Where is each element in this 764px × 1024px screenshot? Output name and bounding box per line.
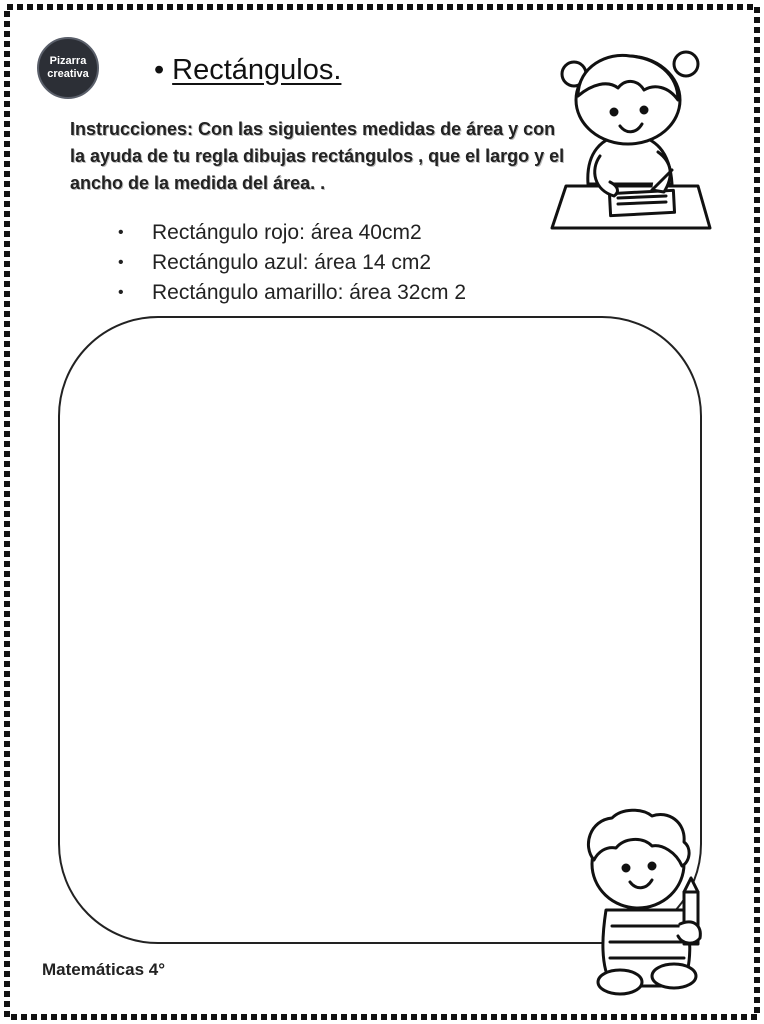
list-item (118, 248, 466, 278)
logo-line-1: Pizarra (49, 55, 87, 67)
title-text: Rectángulos. (172, 54, 342, 86)
pizarra-creativa-logo (37, 37, 99, 99)
list-item-text: Rectángulo amarillo: área 32cm 2 (152, 281, 466, 304)
page-title (154, 54, 341, 87)
instructions-text: Instrucciones: Con las siguientes medidas de área y con la ayuda de tu regla dibujas rectángulos , que el largo y el ancho de la medida del área. . (70, 119, 565, 193)
footer-subject: Matemáticas 4° (42, 960, 166, 979)
bullet-icon: • (118, 224, 124, 241)
list-item (118, 218, 466, 248)
bullet-icon: • (118, 254, 124, 271)
girl-writing-illustration (548, 44, 718, 234)
rectangle-list (118, 218, 466, 308)
list-item (118, 278, 466, 308)
list-item-text: Rectángulo azul: área 14 cm2 (152, 251, 431, 274)
bullet-icon: • (118, 284, 124, 301)
bullet-icon: • (154, 54, 165, 86)
boy-with-crayon-illustration (572, 806, 722, 996)
logo-line-2: creativa (47, 68, 89, 80)
list-item-text: Rectángulo rojo: área 40cm2 (152, 221, 422, 244)
